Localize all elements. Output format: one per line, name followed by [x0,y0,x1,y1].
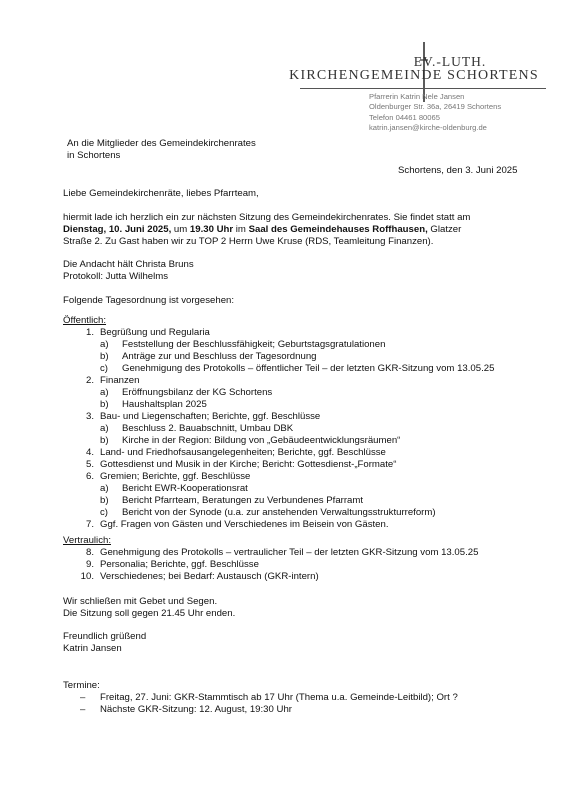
agenda-item [63,571,478,583]
agenda-item-text: Finanzen [100,375,140,386]
letterhead-line2: KIRCHENGEMEINDE SCHORTENS [289,68,539,83]
agenda-item-number: 1. [85,327,94,338]
letterhead-line1: EV.-LUTH. [413,54,487,69]
agenda-subitem-letter: a) [100,423,109,434]
agenda-subitem-text: Bericht von der Synode (u.a. zur anstehenden Verwaltungsstrukturreform) [122,507,436,518]
agenda-item [63,327,494,339]
dash-bullet-icon: – [80,704,86,715]
greeting-block [63,631,146,655]
agenda-item-number: 4. [85,447,94,458]
contact-address: Oldenburger Str. 36a, 26419 Schortens [369,102,502,112]
agenda-item-text: Gottesdienst und Musik in der Kirche; Bericht: Gottesdienst-„Formate“ [100,459,397,470]
agenda-subitem [63,387,494,399]
agenda-subitem-text: Bericht Pfarrteam, Beratungen zu Verbundenes Pfarramt [122,495,364,506]
intro-line2 [63,224,470,236]
agenda-subitem-letter: a) [100,339,109,350]
greeting-line: Freundlich grüßend [63,631,147,642]
recipient-line2: in Schortens [67,150,121,161]
contact-phone: Telefon 04461 80065 [369,112,440,122]
salutation: Liebe Gemeindekirchenräte, liebes Pfarrteam, [63,188,259,199]
termine-item-text: Freitag, 27. Juni: GKR-Stammtisch ab 17 Uhr (Thema u.a. Gemeinde-Leitbild); Ort ? [100,692,458,703]
confidential-heading: Vertraulich: [63,535,111,546]
agenda-subitem-text: Bericht EWR-Kooperationsrat [122,483,248,494]
agenda-item [63,559,478,571]
agenda-item-number: 5. [85,459,94,470]
agenda-item [63,471,494,483]
agenda-subitem [63,351,494,363]
intro-line1: hiermit lade ich herzlich ein zur nächsten Sitzung des Gemeindekirchenrates. Sie findet statt am [63,212,471,223]
agenda-item-text: Ggf. Fragen von Gästen und Verschiedenes im Beisein von Gästen. [100,519,389,530]
closing-line1: Wir schließen mit Gebet und Segen. [63,596,218,607]
confidential-agenda-list [63,547,478,583]
agenda-item [63,459,494,471]
agenda-item-text: Personalia; Berichte, ggf. Beschlüsse [100,559,259,570]
agenda-subitem-text: Beschluss 2. Bauabschnitt, Umbau DBK [122,423,294,434]
agenda-item-number: 9. [85,559,94,570]
agenda-item [63,375,494,387]
letter-date: Schortens, den 3. Juni 2025 [398,165,518,176]
intro-text: Glatzer [427,224,462,235]
agenda-subitem-text: Haushaltsplan 2025 [122,399,207,410]
agenda-subitem-letter: b) [100,435,109,446]
agenda-item-text: Land- und Friedhofsausangelegenheiten; Berichte, ggf. Beschlüsse [100,447,386,458]
agenda-subitem-text: Anträge zur und Beschluss der Tagesordnung [122,351,317,362]
recipient-line1: An die Mitglieder des Gemeindekirchenrates [67,138,256,149]
agenda-subitem [63,483,494,495]
confidential-agenda [63,547,478,583]
agenda-subitem [63,399,494,411]
agenda-subitem-letter: a) [100,483,109,494]
closing-block [63,596,235,620]
intro-text: um [171,224,190,235]
agenda-subitem-letter: c) [100,507,108,518]
agenda-item-number: 2. [85,375,94,386]
agenda-subitem-letter: b) [100,495,109,506]
agenda-item-number: 10. [80,571,94,582]
termine-item-text: Nächste GKR-Sitzung: 12. August, 19:30 Uhr [100,704,292,715]
public-heading: Öffentlich: [63,315,107,326]
agenda-item [63,519,494,531]
agenda-subitem [63,423,494,435]
contact-email[interactable]: katrin.jansen@kirche-oldenburg.de [369,123,487,133]
termine-heading: Termine: [63,680,100,691]
agenda-intro: Folgende Tagesordnung ist vorgesehen: [63,295,235,306]
agenda-item-number: 8. [85,547,94,558]
agenda-item-text: Gremien; Berichte, ggf. Beschlüsse [100,471,251,482]
agenda-item [63,411,494,423]
meeting-date: Dienstag, 10. Juni 2025, [63,224,172,235]
public-agenda [63,327,494,531]
contact-name: Pfarrerin Katrin Nele Jansen [369,92,465,101]
devotion-line: Die Andacht hält Christa Bruns [63,259,194,270]
agenda-subitem [63,339,494,351]
agenda-item-text: Genehmigung des Protokolls – vertraulicher Teil – der letzten GKR-Sitzung vom 13.05.25 [100,547,479,558]
agenda-item-text: Bau- und Liegenschaften; Berichte, ggf. Beschlüsse [100,411,321,422]
agenda-item-number: 3. [85,411,94,422]
letterhead-contact [369,92,501,134]
agenda-subitem [63,495,494,507]
agenda-subitem-letter: c) [100,363,108,374]
agenda-subitem [63,435,494,447]
agenda-item-number: 6. [85,471,94,482]
signature-name: Katrin Jansen [63,643,122,654]
agenda-item [63,547,478,559]
closing-line2: Die Sitzung soll gegen 21.45 Uhr enden. [63,608,236,619]
agenda-subitem-letter: a) [100,387,109,398]
intro-line3: Straße 2. Zu Gast haben wir zu TOP 2 Herrn Uwe Kruse (RDS, Teamleitung Finanzen). [63,236,434,247]
public-agenda-list [63,327,494,531]
dash-bullet-icon: – [80,692,86,703]
agenda-subitem-text: Feststellung der Beschlussfähigkeit; Geburtstagsgratulationen [122,339,386,350]
agenda-subitem-letter: b) [100,399,109,410]
meeting-time: 19.30 Uhr [189,224,234,235]
termine-item [80,692,458,704]
intro-paragraph [63,212,470,248]
letterhead-rule [300,88,546,89]
agenda-subitem-text: Genehmigung des Protokolls – öffentlicher Teil – der letzten GKR-Sitzung vom 13.05.25 [122,363,495,374]
intro-text: im [233,224,249,235]
termine-item [80,704,458,716]
agenda-subitem [63,507,494,519]
agenda-subitem [63,363,494,375]
termine-items [80,692,458,716]
termine-list [80,692,458,716]
agenda-subitem-text: Eröffnungsbilanz der KG Schortens [122,387,273,398]
minutes-line: Protokoll: Jutta Wilhelms [63,271,169,282]
roles-block [63,259,194,283]
meeting-location: Saal des Gemeindehauses Roffhausen, [248,224,428,235]
agenda-item-text: Verschiedenes; bei Bedarf: Austausch (GKR-intern) [100,571,319,582]
agenda-item [63,447,494,459]
agenda-subitem-text: Kirche in der Region: Bildung von „Gebäudeentwicklungsräumen“ [122,435,401,446]
recipient-block [67,138,256,162]
agenda-item-text: Begrüßung und Regularia [100,327,210,338]
agenda-item-number: 7. [85,519,94,530]
agenda-subitem-letter: b) [100,351,109,362]
